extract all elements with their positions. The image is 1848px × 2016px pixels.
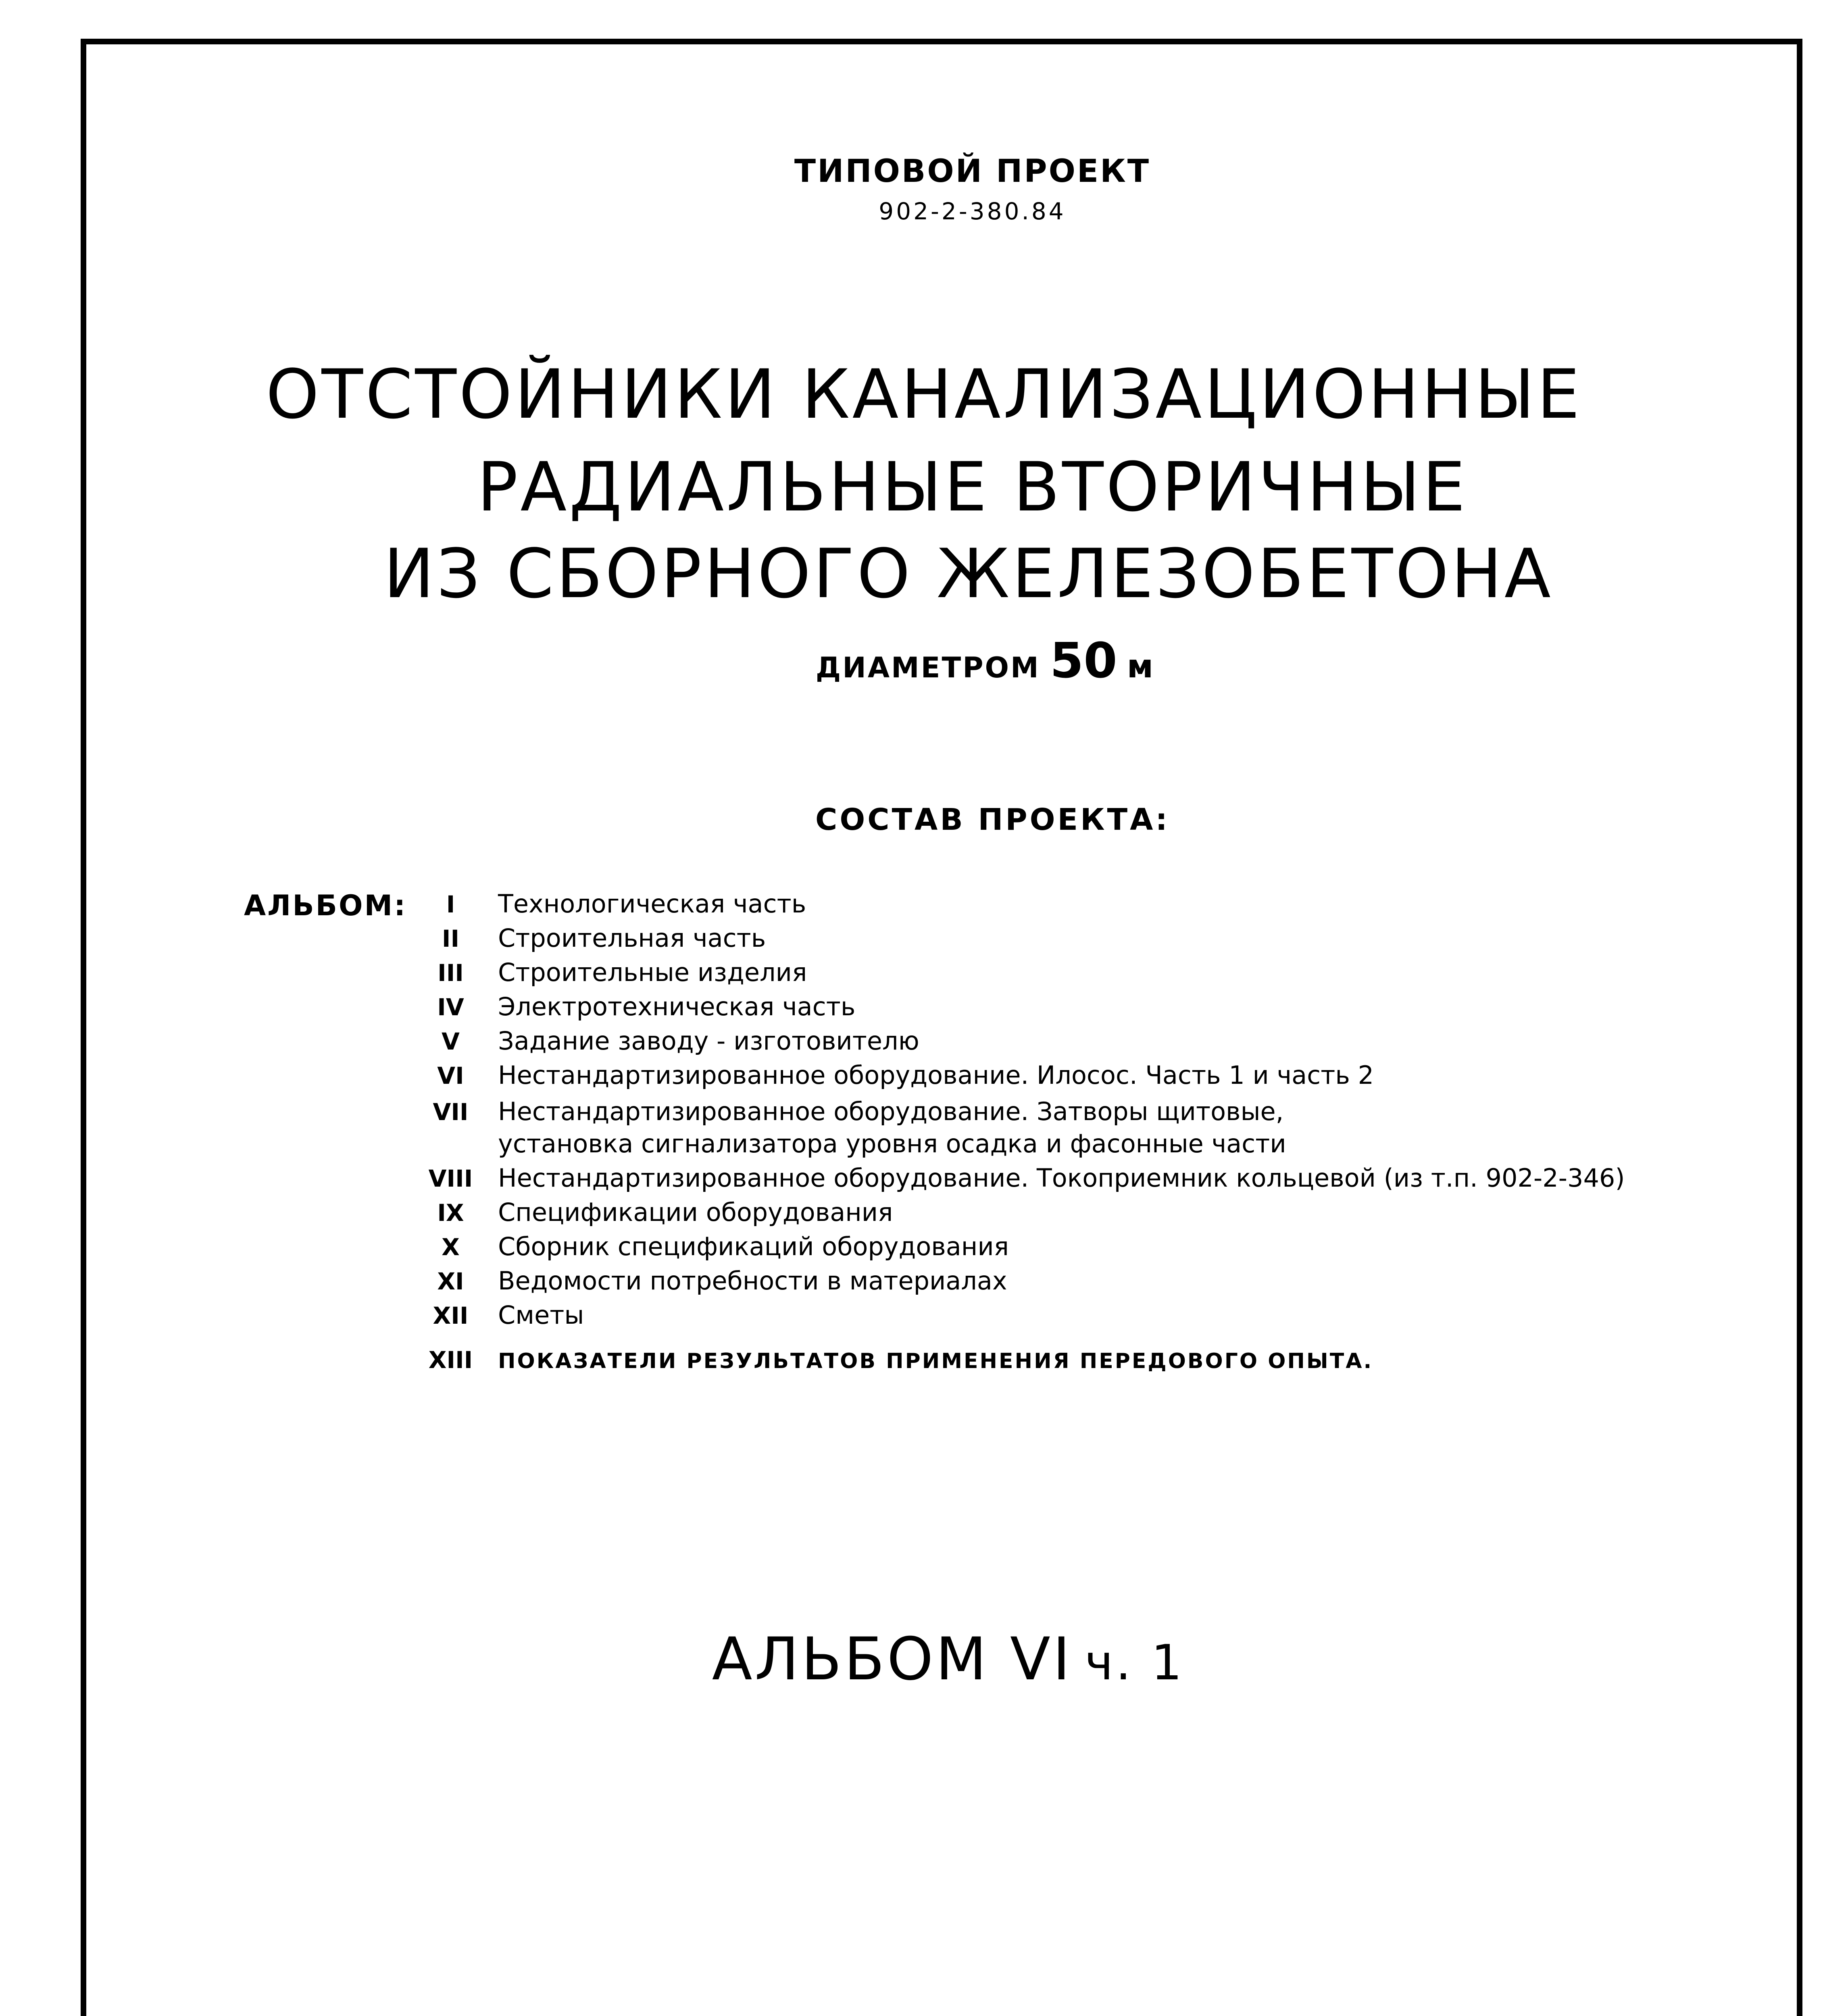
- diameter-unit: м: [1127, 648, 1154, 685]
- volume-number: VIII: [428, 1165, 473, 1192]
- volume-number: XIII: [428, 1346, 473, 1374]
- diameter-line: [0, 633, 1848, 689]
- volume-row: [403, 1266, 1007, 1295]
- volume-number: X: [442, 1233, 460, 1261]
- volume-row: [403, 889, 806, 918]
- volume-title: Задание заводу - изготовителю: [498, 1026, 919, 1056]
- volume-title: Строительные изделия: [498, 958, 807, 987]
- volume-title: Нестандартизированное оборудование. Илосос. Часть 1 и часть 2: [498, 1060, 1374, 1090]
- volume-row: [403, 1345, 1373, 1374]
- composition-heading: СОСТАВ ПРОЕКТА:: [815, 802, 1170, 837]
- title-line-1: ОТСТОЙНИКИ КАНАЛИЗАЦИОННЫЕ: [266, 355, 1582, 434]
- volume-row: [403, 1026, 919, 1056]
- volume-number: II: [442, 925, 460, 952]
- volume-row: [403, 1060, 1374, 1090]
- volume-row: [403, 1300, 584, 1330]
- volume-title: Ведомости потребности в материалах: [498, 1266, 1007, 1295]
- volume-number: IV: [437, 993, 464, 1021]
- volume-row: [403, 958, 807, 987]
- volume-title: Нестандартизированное оборудование. Затворы щитовые,: [498, 1097, 1284, 1126]
- volume-row: [403, 923, 766, 953]
- volume-number: VI: [437, 1062, 464, 1089]
- volume-title: Сборник спецификаций оборудования: [498, 1232, 1009, 1261]
- project-number: 902-2-380.84: [879, 198, 1066, 225]
- volume-row: [403, 992, 855, 1021]
- volume-title: Спецификации оборудования: [498, 1198, 893, 1227]
- title-line-3: ИЗ СБОРНОГО ЖЕЛЕЗОБЕТОНА: [383, 534, 1553, 613]
- volume-title: Сметы: [498, 1300, 584, 1330]
- volume-row: [403, 1198, 893, 1227]
- diameter-value: 50: [1050, 633, 1117, 689]
- current-album: [0, 1625, 1848, 1693]
- volume-row: [403, 1232, 1009, 1261]
- volume-row: [403, 1097, 1283, 1126]
- title-line-2: РАДИАЛЬНЫЕ ВТОРИЧНЫЕ: [477, 448, 1468, 527]
- project-type-label: ТИПОВОЙ ПРОЕКТ: [794, 153, 1151, 190]
- volume-title: ПОКАЗАТЕЛИ РЕЗУЛЬТАТОВ ПРИМЕНЕНИЯ ПЕРЕДОВОГО ОПЫТА.: [498, 1349, 1373, 1373]
- volume-row: [403, 1163, 1625, 1193]
- volume-title: Строительная часть: [498, 923, 766, 953]
- page-frame: [81, 39, 1802, 2016]
- volume-title-continuation: установка сигнализатора уровня осадка и фасонные части: [498, 1129, 1286, 1158]
- volume-title: Электротехническая часть: [498, 992, 856, 1021]
- volume-number: VII: [433, 1098, 469, 1126]
- volume-number: XI: [437, 1268, 464, 1295]
- current-album-label: АЛЬБОМ VI: [712, 1625, 1073, 1693]
- volume-number: IX: [437, 1199, 464, 1227]
- volume-title: Технологическая часть: [498, 889, 806, 918]
- volume-number: XII: [433, 1302, 469, 1329]
- volume-number: V: [442, 1028, 460, 1055]
- album-list-label: АЛЬБОМ:: [244, 889, 407, 922]
- volume-title: Нестандартизированное оборудование. Токоприемник кольцевой (из т.п. 902-2-346): [498, 1163, 1625, 1193]
- volume-number: I: [446, 891, 455, 918]
- diameter-prefix: ДИАМЕТРОМ: [815, 651, 1040, 684]
- current-album-part: ч. 1: [1084, 1635, 1185, 1691]
- volume-number: III: [438, 959, 464, 987]
